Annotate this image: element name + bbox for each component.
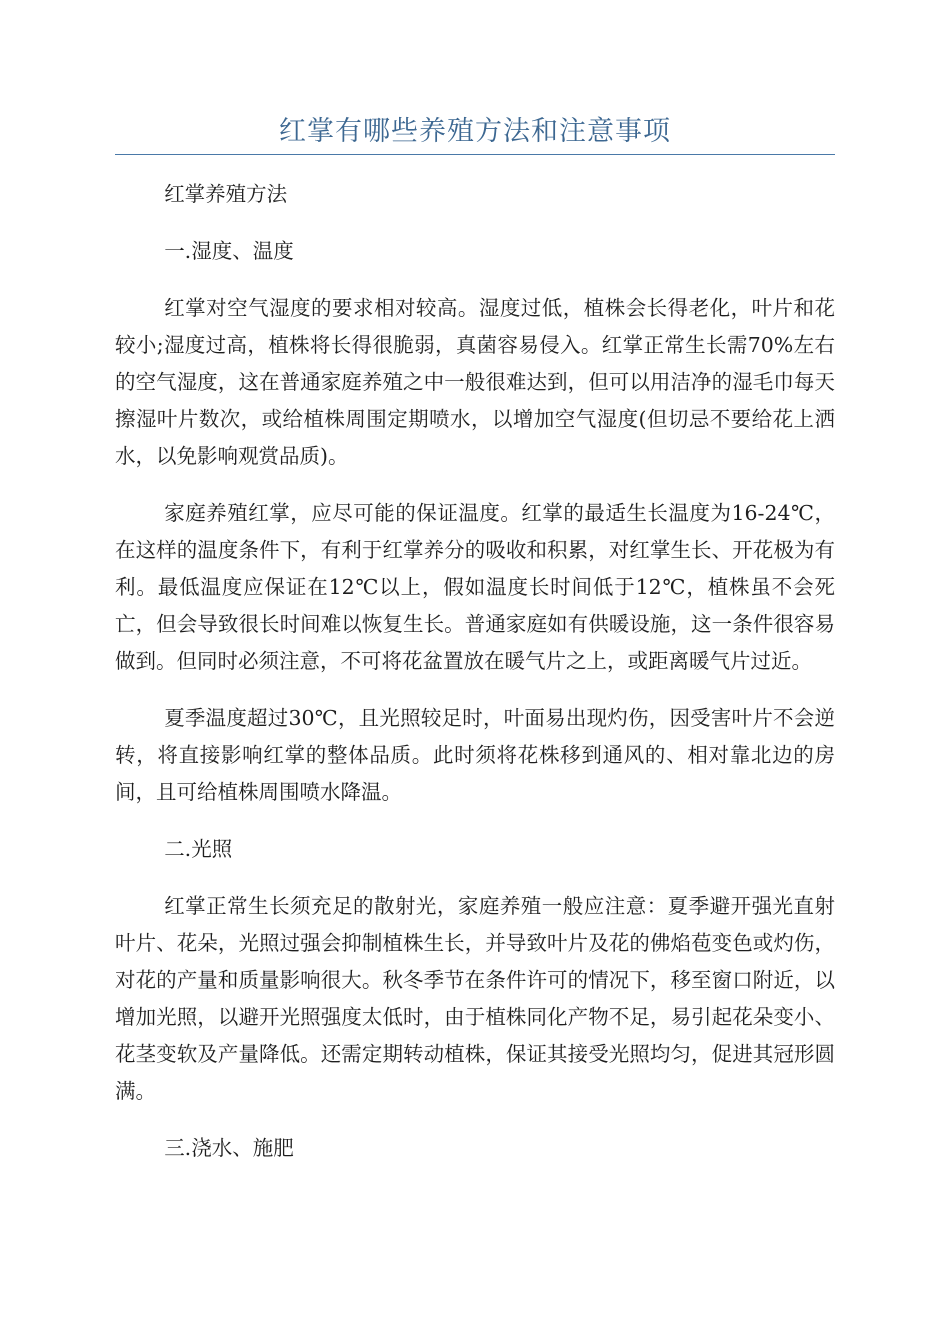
- title-underline: [115, 154, 835, 155]
- body-paragraph: 夏季温度超过30℃，且光照较足时，叶面易出现灼伤，因受害叶片不会逆转，将直接影响红掌的整体品质。此时须将花株移到通风的、相对靠北边的房间，且可给植株周围喷水降温。: [115, 706, 835, 804]
- body-paragraph: 红掌正常生长须充足的散射光，家庭养殖一般应注意：夏季避开强光直射叶片、花朵，光照过强会抑制植株生长，并导致叶片及花的佛焰苞变色或灼伤，对花的产量和质量影响很大。秋冬季节在条件许可的情况下，移至窗口附近，以增加光照，以避开光照强度太低时，由于植株同化产物不足，易引起花朵变小、花茎变软及产量降低。还需定期转动植株，保证其接受光照均匀，促进其冠形圆满。: [115, 894, 835, 1103]
- section-heading: 红掌养殖方法: [164, 182, 288, 206]
- body-paragraph: 红掌对空气湿度的要求相对较高。湿度过低，植株会长得老化，叶片和花较小;湿度过高，植株将长得很脆弱，真菌容易侵入。红掌正常生长需70%左右的空气湿度，这在普通家庭养殖之中一般很难达到，但可以用洁净的湿毛巾每天擦湿叶片数次，或给植株周围定期喷水，以增加空气湿度(但切忌不要给花上洒水，以免影响观赏品质)。: [115, 296, 835, 468]
- subsection-heading: 一.湿度、温度: [164, 239, 294, 263]
- document-body: [115, 176, 835, 1187]
- document-title: 红掌有哪些养殖方法和注意事项: [279, 116, 671, 147]
- subsection-heading: 三.浇水、施肥: [164, 1136, 294, 1160]
- body-paragraph: 家庭养殖红掌，应尽可能的保证温度。红掌的最适生长温度为16-24℃，在这样的温度条件下，有利于红掌养分的吸收和积累，对红掌生长、开花极为有利。最低温度应保证在12℃以上，假如温度长时间低于12℃，植株虽不会死亡，但会导致很长时间难以恢复生长。普通家庭如有供暖设施，这一条件很容易做到。但同时必须注意，不可将花盆置放在暖气片之上，或距离暖气片过近。: [115, 501, 835, 673]
- subsection-heading: 二.光照: [164, 837, 233, 861]
